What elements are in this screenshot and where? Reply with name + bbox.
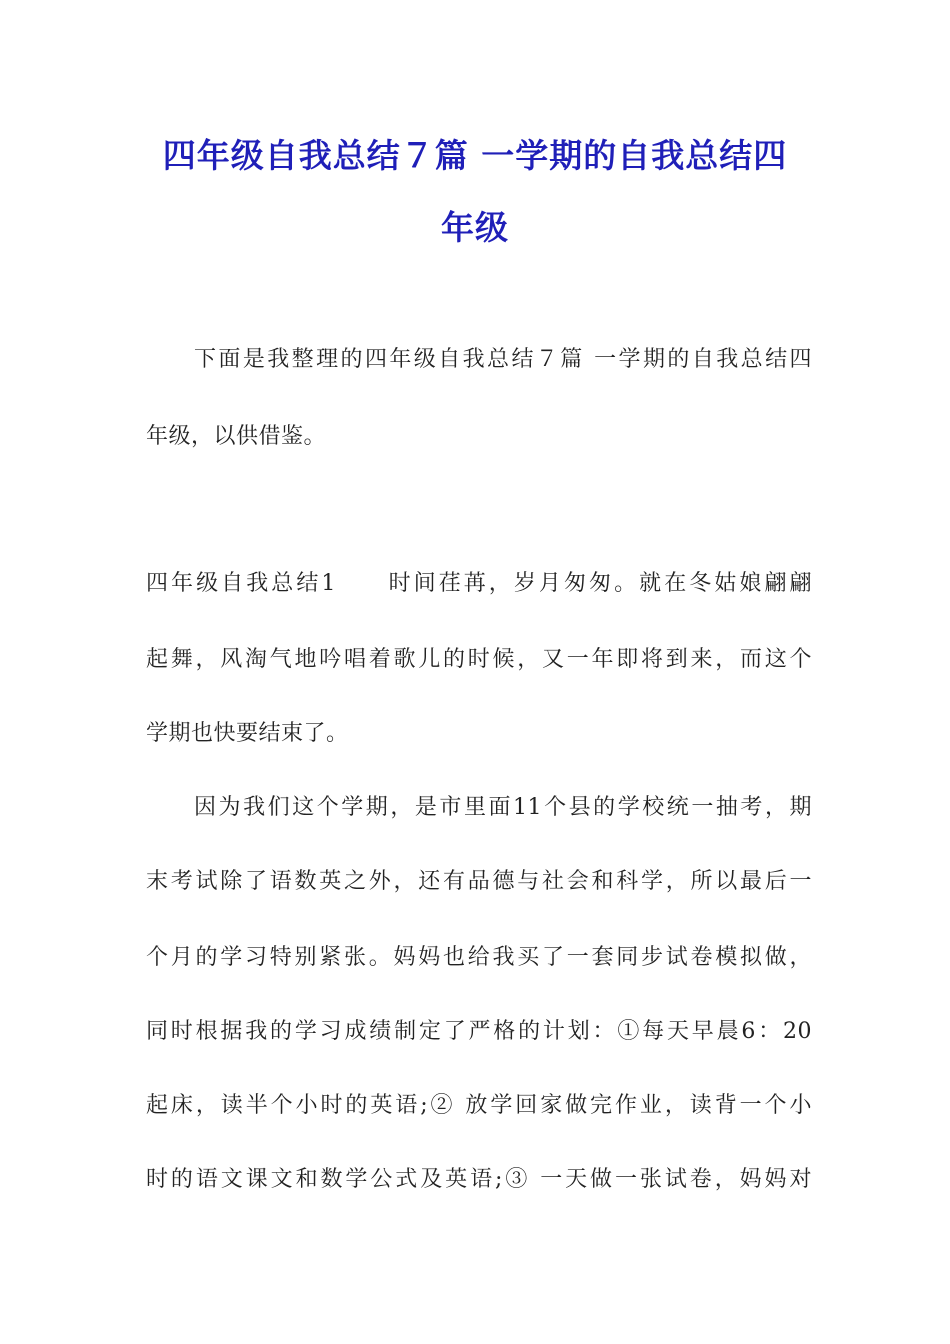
body-paragraph-line: 起床，读半个小时的英语;② 放学回家做完作业，读背一个小 [146,1093,812,1118]
intro-paragraph-line: 年级，以供借鉴。 [146,424,327,449]
body-paragraph-line: 个月的学习特别紧张。妈妈也给我买了一套同步试卷模拟做， [146,945,812,970]
body-paragraph-line: 起舞，风淘气地吟唱着歌儿的时候，又一年即将到来，而这个 [146,647,812,672]
body-paragraph-line: 因为我们这个学期，是市里面11个县的学校统一抽考，期 [194,795,812,820]
intro-paragraph-line: 下面是我整理的四年级自我总结７篇 一学期的自我总结四 [194,347,812,372]
document-title-continued: 年级 [441,208,509,247]
body-paragraph-line: 末考试除了语数英之外，还有品德与社会和科学，所以最后一 [146,869,812,894]
body-paragraph-line: 四年级自我总结1 时间荏苒，岁月匆匆。就在冬姑娘翩翩 [146,571,812,596]
document-title: 四年级自我总结７篇 一学期的自我总结四 [162,136,788,175]
body-paragraph-line: 同时根据我的学习成绩制定了严格的计划：①每天早晨6：20 [146,1019,812,1044]
body-paragraph-line: 学期也快要结束了。 [146,721,349,746]
body-paragraph-line: 时的语文课文和数学公式及英语;③ 一天做一张试卷，妈妈对 [146,1167,812,1192]
